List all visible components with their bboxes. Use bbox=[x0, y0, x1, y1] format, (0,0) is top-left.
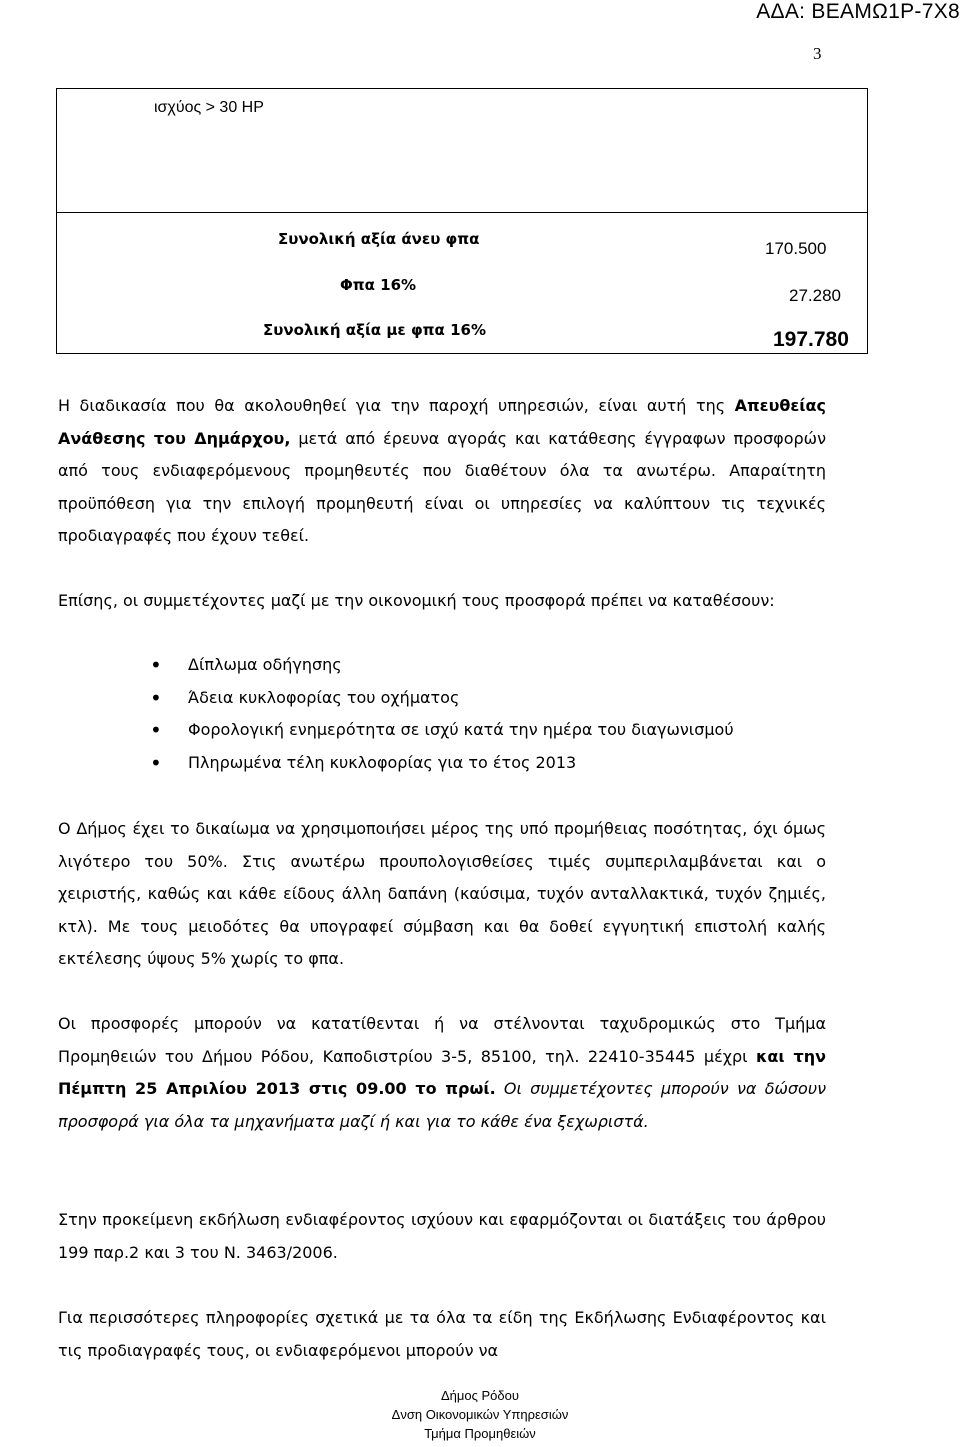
procedure-text-1: Η διαδικασία που θα ακολουθηθεί για την παροχή υπηρεσιών, είναι αυτή της bbox=[58, 396, 735, 415]
procedure-paragraph bbox=[58, 390, 826, 553]
participants-note: Οι συμμετέχοντες μπορούν να δώσουν προσφορά για όλα τα μηχανήματα μαζί ή και για το κάθε ένα ξεχωριστά. bbox=[58, 1079, 827, 1131]
procedure-text-2: μετά από έρευνα αγοράς και κατάθεσης έγγραφων προσφορών από τους ενδιαφερόμενους προμηθευτές που διαθέτουν όλα τα ανωτέρω. Απαραίτητη προϋπόθεση για την επιλογή προμηθευτή είναι οι υπηρεσίες να καλύπτουν τις τεχνικές προδιαγραφές που έχουν τεθεί. bbox=[58, 428, 827, 545]
vat-value: 27.280 bbox=[789, 286, 841, 305]
quantity-paragraph: Ο Δήμος έχει το δικαίωμα να χρησιμοποιήσει μέρος της υπό προμήθειας ποσότητας, όχι όμως λιγότερο του 50%. Στις ανωτέρω προυπολογισθείσες τιμές συμπεριλαμβάνεται και ο χειριστής, καθώς και κάθε είδους άλλη δαπάνη (καύσιμα, τυχόν ανταλλακτικά, τυχόν ζημιές, κτλ). Με τους μειοδότες θα υπογραφεί σύμβαση και θα δοθεί εγγυητική επιστολή καλής εκτέλεσης ύψους 5% χωρίς το φπα. bbox=[58, 819, 826, 968]
list-item: • Δίπλωμα οδήγησης bbox=[150, 649, 734, 682]
list-item: • Φορολογική ενημερότητα σε ισχύ κατά την ημέρα του διαγωνισμού bbox=[150, 714, 734, 747]
total-gross-label: Συνολική αξία με φπα 16% bbox=[263, 321, 486, 339]
footer-department: Τμήμα Προμηθειών bbox=[424, 1426, 536, 1441]
footer-municipality: Δήμος Ρόδου bbox=[441, 1388, 519, 1403]
documents-list bbox=[150, 649, 734, 779]
total-gross-value: 197.780 bbox=[773, 328, 849, 351]
table-row-text: ισχύος > 30 HP bbox=[154, 99, 264, 116]
info-paragraph: Για περισσότερες πληροφορίες σχετικά με τα όλα τα είδη της Εκδήλωσης Ενδιαφέροντος και τις προδιαγραφές τους, οι ενδιαφερόμενοι μπορούν να bbox=[58, 1308, 826, 1360]
legal-paragraph: Στην προκείμενη εκδήλωση ενδιαφέροντος ισχύουν και εφαρμόζονται οι διατάξεις του άρθρου 199 παρ.2 και 3 του Ν. 3463/2006. bbox=[58, 1210, 826, 1262]
documents-intro: Επίσης, οι συμμετέχοντες μαζί με την οικονομική τους προσφορά πρέπει να καταθέσουν: bbox=[58, 591, 775, 610]
list-item: • Πληρωμένα τέλη κυκλοφορίας για το έτος 2013 bbox=[150, 747, 734, 780]
ada-code: ΑΔΑ: ΒΕΑΜΩ1Ρ-7Χ8 bbox=[756, 0, 960, 23]
submission-text: Οι προσφορές μπορούν να κατατίθενται ή να στέλνονται ταχυδρομικώς στο Τμήμα Προμηθειών του Δήμου Ρόδου, Καποδιστρίου 3-5, 85100, τηλ. 22410-35445 μέχρι bbox=[58, 1014, 826, 1066]
table-divider bbox=[57, 212, 867, 213]
list-item: • Άδεια κυκλοφορίας του οχήματος bbox=[150, 682, 734, 715]
submission-paragraph bbox=[58, 1008, 826, 1138]
footer bbox=[0, 1386, 960, 1443]
direct-award-text: Απευθείας Ανάθεσης του Δημάρχου, bbox=[58, 396, 826, 448]
total-net-value: 170.500 bbox=[765, 239, 827, 258]
footer-directorate: Δνση Οικονομικών Υπηρεσιών bbox=[391, 1407, 569, 1422]
vat-label: Φπα 16% bbox=[340, 276, 417, 294]
deadline-text: και την Πέμπτη 25 Απριλίου 2013 στις 09.00 το πρωί. bbox=[58, 1046, 826, 1098]
total-net-label: Συνολική αξία άνευ φπα bbox=[278, 230, 480, 248]
page-number: 3 bbox=[813, 44, 822, 63]
cost-table bbox=[56, 88, 868, 354]
